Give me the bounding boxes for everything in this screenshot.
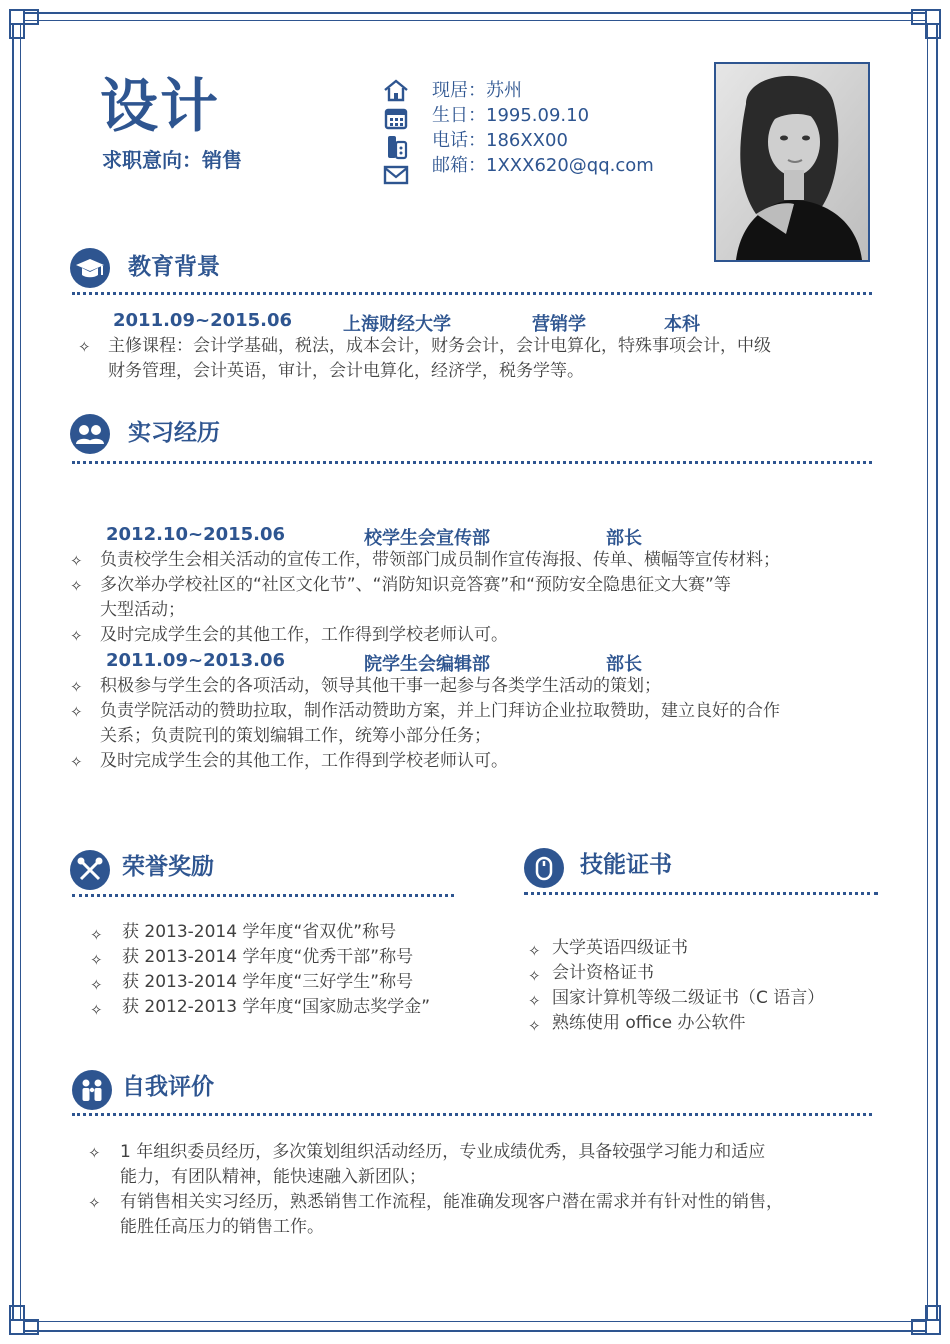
people-icon [70,414,110,454]
contact-location: 现居：苏州 [432,80,522,101]
section-divider [72,461,872,464]
mouse-icon [524,848,564,888]
job1-date: 2012.10~2015.06 [106,524,286,545]
bullet-icon: ✧ [528,942,541,960]
bullet-icon: ✧ [70,577,83,595]
honor-item: 获 2012-2013 学年度“国家励志奖学金” [122,997,431,1017]
bullet-icon: ✧ [528,992,541,1010]
skill-item: 会计资格证书 [552,963,654,983]
job2-bullet-1: 积极参与学生会的各项活动，领导其他干事一起参与各类学生活动的策划； [100,676,661,696]
bullet-icon: ✧ [70,552,83,570]
skill-item: 国家计算机等级二级证书（C 语言） [552,988,825,1008]
bullet-icon: ✧ [70,678,83,696]
corner-ornament-top-left [8,8,52,52]
self-bullet-2: 有销售相关实习经历，熟悉销售工作流程，能准确发现客户潜在需求并有针对性的销售， 能胜任高压力的销售工作。 [120,1192,783,1237]
education-school: 上海财经大学 [343,314,451,335]
bullet-icon: ✧ [70,627,83,645]
calendar-icon [382,106,410,130]
job1-role: 部长 [606,528,642,549]
section-divider [72,894,454,897]
bullet-icon: ✧ [88,1144,101,1162]
job2-role: 部长 [606,654,642,675]
section-title-self: 自我评价 [122,1074,214,1100]
section-divider [524,892,878,895]
graduation-cap-icon [70,248,110,288]
contact-phone: 电话：186XX00 [432,130,568,151]
contact-icons [382,78,412,190]
portrait-photo [714,62,870,262]
skill-item: 大学英语四级证书 [552,938,688,958]
job2-date: 2011.09~2013.06 [106,650,286,671]
bullet-icon: ✧ [88,1194,101,1212]
job2-bullet-2: 负责学院活动的赞助拉取，制作活动赞助方案，并上门拜访企业拉取赞助，建立良好的合作 关系；负责院刊的策划编辑工作，统筹小部分任务； [100,701,780,746]
honor-item: 获 2013-2014 学年度“优秀干部”称号 [122,947,414,967]
contact-email[interactable]: 邮箱：1XXX620@qq.com [432,155,654,176]
contact-birthday: 生日：1995.09.10 [432,105,590,126]
section-title-education: 教育背景 [128,254,220,280]
bullet-icon: ✧ [528,1017,541,1035]
bullet-icon: ✧ [90,1001,103,1019]
family-icon [72,1070,112,1110]
education-degree: 本科 [664,314,700,335]
job2-bullet-3: 及时完成学生会的其他工作，工作得到学校老师认可。 [100,751,508,771]
corner-ornament-bottom-right [898,1292,942,1336]
applicant-name: 设计 [100,72,221,140]
section-title-internship: 实习经历 [128,420,220,446]
corner-ornament-bottom-left [8,1292,52,1336]
job1-org: 校学生会宣传部 [364,528,490,549]
job1-bullet-2: 多次举办学校社区的“社区文化节”、“消防知识竞答赛”和“预防安全隐患征文大赛”等 大型活动； [100,575,731,620]
job-intent: 求职意向：销售 [102,148,242,172]
bullet-icon: ✧ [70,703,83,721]
bullet-icon: ✧ [528,967,541,985]
bullet-icon: ✧ [90,926,103,944]
bullet-icon: ✧ [90,976,103,994]
section-divider [72,1113,872,1116]
job1-bullet-1: 负责校学生会相关活动的宣传工作，带领部门成员制作宣传海报、传单、横幅等宣传材料； [100,550,780,570]
education-major: 营销学 [532,314,586,335]
section-divider [72,292,872,295]
corner-ornament-top-right [898,8,942,52]
section-title-skills: 技能证书 [580,852,672,878]
skill-item: 熟练使用 office 办公软件 [552,1013,746,1033]
job1-bullet-3: 及时完成学生会的其他工作，工作得到学校老师认可。 [100,625,508,645]
bullet-icon: ✧ [90,951,103,969]
self-bullet-1: 1 年组织委员经历，多次策划组织活动经历，专业成绩优秀，具备较强学习能力和适应 能力，有团队精神，能快速融入新团队； [120,1142,766,1187]
tools-icon [70,850,110,890]
honor-item: 获 2013-2014 学年度“省双优”称号 [122,922,397,942]
phone-icon [382,134,410,160]
home-icon [382,78,410,102]
section-title-honors: 荣誉奖励 [122,854,214,880]
bullet-icon: ✧ [78,338,91,356]
education-date: 2011.09~2015.06 [113,310,293,331]
honor-item: 获 2013-2014 学年度“三好学生”称号 [122,972,414,992]
mail-icon [382,164,410,186]
job2-org: 院学生会编辑部 [364,654,490,675]
education-courses: 主修课程：会计学基础，税法，成本会计，财务会计，会计电算化，特殊事项会计，中级 财务管理，会计英语，审计，会计电算化，经济学，税务学等。 [108,336,771,381]
bullet-icon: ✧ [70,753,83,771]
contact-info [432,78,654,178]
